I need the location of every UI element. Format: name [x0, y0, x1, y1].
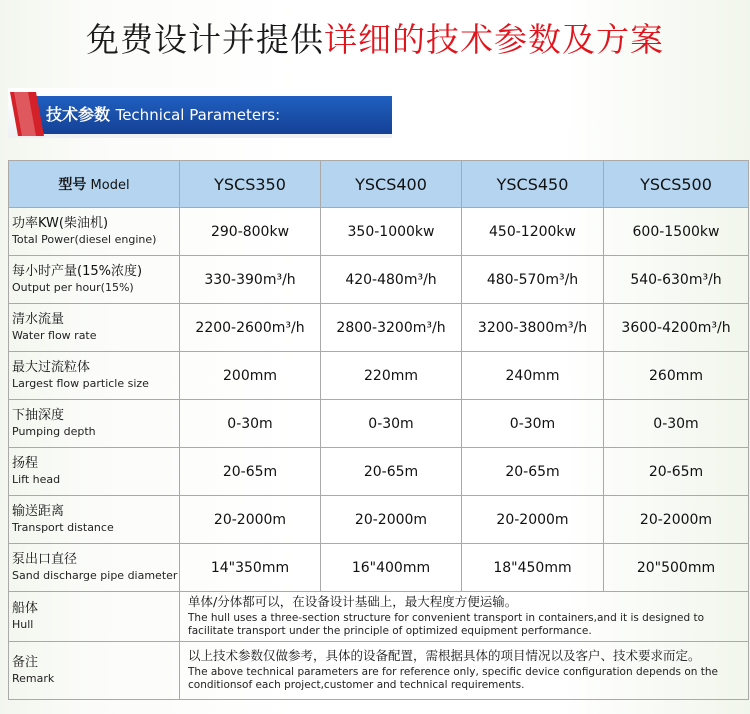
row-label-cn: 功率KW(柴油机) [12, 215, 109, 231]
table-cell: 20"500mm [604, 544, 749, 592]
row-label-en: Hull [12, 617, 34, 631]
table-cell: 600-1500kw [604, 208, 749, 256]
hull-text-cn: 单体/分体都可以，在设备设计基础上，最大程度方便运输。 [188, 594, 518, 609]
section-header [8, 88, 392, 138]
remark-text-en: The above technical parameters are for reference only, specific device configuration depends on the conditionsof each project,customer and technical requirements. [188, 666, 718, 691]
table-cell: 0-30m [462, 400, 604, 448]
table-row-water-flow [9, 304, 749, 352]
section-title-cn: 技术参数 [46, 105, 111, 124]
row-label [9, 592, 180, 642]
row-label-en: Remark [12, 671, 55, 685]
table-cell: 16"400mm [321, 544, 462, 592]
row-label-en: Lift head [12, 472, 61, 486]
row-label [9, 208, 180, 256]
header-model-4: YSCS500 [604, 161, 749, 208]
table-cell: 0-30m [321, 400, 462, 448]
remark-description [180, 642, 749, 700]
table-cell: 20-65m [321, 448, 462, 496]
row-label-en: Output per hour(15%) [12, 280, 134, 294]
table-cell: 20-2000m [462, 496, 604, 544]
table-cell: 20-65m [462, 448, 604, 496]
header-model-cn: 型号 [58, 177, 87, 193]
red-corner-mark-icon [10, 92, 44, 136]
table-cell: 480-570m³/h [462, 256, 604, 304]
row-label [9, 496, 180, 544]
table-cell: 20-2000m [180, 496, 321, 544]
section-title-en: Technical Parameters: [115, 106, 281, 124]
row-label-en: Water flow rate [12, 328, 97, 342]
row-label [9, 642, 180, 700]
row-label-en: Largest flow particle size [12, 376, 149, 390]
banner-text-black: 免费设计并提供 [86, 20, 324, 59]
table-cell: 200mm [180, 352, 321, 400]
table-cell: 420-480m³/h [321, 256, 462, 304]
row-label-cn: 每小时产量(15%浓度) [12, 263, 143, 279]
table-cell: 350-1000kw [321, 208, 462, 256]
remark-text-cn: 以上技术参数仅做参考，具体的设备配置，需根据具体的项目情况以及客户、技术要求而定。 [188, 648, 701, 663]
row-label-cn: 清水流量 [12, 311, 65, 327]
section-title [46, 96, 280, 134]
row-label-cn: 泵出口直径 [12, 551, 78, 567]
promo-banner [0, 0, 750, 78]
header-model-3: YSCS450 [462, 161, 604, 208]
table-row-transport-distance [9, 496, 749, 544]
table-cell: 2800-3200m³/h [321, 304, 462, 352]
table-cell: 3200-3800m³/h [462, 304, 604, 352]
table-cell: 240mm [462, 352, 604, 400]
row-label-en: Sand discharge pipe diameter [12, 568, 178, 582]
row-label-en: Total Power(diesel engine) [12, 232, 157, 246]
row-label-cn: 扬程 [12, 455, 39, 471]
banner-text-red: 详细的技术参数及方案 [324, 20, 664, 59]
table-cell: 20-2000m [604, 496, 749, 544]
row-label [9, 448, 180, 496]
table-row-lift-head [9, 448, 749, 496]
row-label-cn: 输送距离 [12, 503, 65, 519]
row-label [9, 304, 180, 352]
header-model-1: YSCS350 [180, 161, 321, 208]
row-label-en: Transport distance [12, 520, 114, 534]
header-model-en: Model [90, 178, 130, 193]
table-row-particle-size [9, 352, 749, 400]
table-row-power [9, 208, 749, 256]
table-row-output [9, 256, 749, 304]
row-label-cn: 备注 [12, 654, 39, 670]
table-cell: 20-65m [180, 448, 321, 496]
row-label-cn: 下抽深度 [12, 407, 65, 423]
table-cell: 260mm [604, 352, 749, 400]
table-row-pumping-depth [9, 400, 749, 448]
table-row-hull [9, 592, 749, 642]
row-label-cn: 船体 [12, 600, 39, 616]
table-row-discharge-diameter [9, 544, 749, 592]
table-cell: 3600-4200m³/h [604, 304, 749, 352]
table-header-row [9, 161, 749, 208]
technical-parameters-table [8, 160, 749, 700]
row-label [9, 400, 180, 448]
table-cell: 0-30m [604, 400, 749, 448]
row-label-en: Pumping depth [12, 424, 96, 438]
header-model-label [9, 161, 180, 208]
row-label [9, 256, 180, 304]
table-cell: 2200-2600m³/h [180, 304, 321, 352]
table-row-remark [9, 642, 749, 700]
row-label-cn: 最大过流粒体 [12, 359, 91, 375]
table-cell: 14"350mm [180, 544, 321, 592]
hull-text-en: The hull uses a three-section structure for convenient transport in containers,and it is designed to facilitate transport under the principle of optimized equipment performance. [188, 612, 705, 637]
table-cell: 330-390m³/h [180, 256, 321, 304]
table-cell: 18"450mm [462, 544, 604, 592]
table-cell: 20-2000m [321, 496, 462, 544]
table-cell: 20-65m [604, 448, 749, 496]
table-cell: 540-630m³/h [604, 256, 749, 304]
table-cell: 290-800kw [180, 208, 321, 256]
table-cell: 450-1200kw [462, 208, 604, 256]
row-label [9, 544, 180, 592]
header-model-2: YSCS400 [321, 161, 462, 208]
row-label [9, 352, 180, 400]
table-cell: 0-30m [180, 400, 321, 448]
hull-description [180, 592, 749, 642]
table-cell: 220mm [321, 352, 462, 400]
